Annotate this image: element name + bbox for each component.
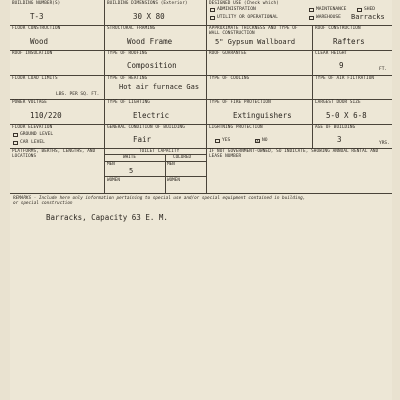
- structural-framing-cell: [104, 25, 206, 50]
- checkbox-icon: [309, 8, 314, 12]
- govt-owned-label: IF NOT GOVERNMENT-OWNED, SO INDICATE, SHOWING ANNUAL RENTAL AND LEASE NUMBER: [209, 149, 379, 159]
- designed-use-maintenance[interactable]: MAINTENANCE: [309, 7, 346, 12]
- lightning-protection-label: LIGHTNING PROTECTION: [209, 125, 263, 130]
- checkbox-icon: [13, 133, 18, 137]
- toilet-column-divider: [165, 154, 166, 193]
- age-unit: YRS.: [379, 141, 390, 146]
- type-of-roofing-label: TYPE OF ROOFING: [107, 51, 148, 56]
- form-row-6: [10, 124, 392, 149]
- general-condition-value: Fair: [133, 135, 152, 144]
- toilet-row-women: WOMEN: [107, 178, 120, 183]
- type-of-roofing-value: Composition: [127, 61, 177, 70]
- toilet-row-women-colored: WOMEN: [167, 178, 180, 183]
- designed-use-administration[interactable]: ADMINISTRATION: [210, 7, 256, 12]
- building-numbers-label: BUILDING NUMBER(S): [12, 1, 61, 6]
- building-numbers-value: T-3: [30, 12, 44, 21]
- fire-protection-cell: [206, 99, 312, 124]
- checkbox-icon: [357, 8, 362, 12]
- remarks-label: REMARKS - Include here only information pertaining to special use and/or special equipment contained in building, or special construction: [13, 196, 306, 206]
- fire-protection-value: Extinguishers: [233, 111, 292, 120]
- structural-framing-label: STRUCTURAL FRAMING: [107, 26, 156, 31]
- floor-load-cell: [10, 75, 104, 99]
- form-row-2: [10, 25, 392, 51]
- roof-construction-value: Rafters: [333, 37, 365, 46]
- toilet-divider: [105, 161, 207, 162]
- lightning-no[interactable]: x NO: [255, 138, 268, 143]
- toilet-col-colored: COLORED: [173, 155, 192, 160]
- clear-height-cell: [312, 50, 392, 75]
- heating-cell: [104, 75, 206, 99]
- general-condition-label: GENERAL CONDITION OF BUILDING: [107, 125, 185, 130]
- form-row-4: [10, 75, 392, 100]
- toilet-divider: [105, 154, 207, 155]
- fire-protection-label: TYPE OF FIRE PROTECTION: [209, 100, 271, 105]
- heating-label: TYPE OF HEATING: [107, 76, 148, 81]
- wall-thickness-label: APPROXIMATE THICKNESS AND TYPE OF WALL CONSTRUCTION: [209, 26, 298, 36]
- checkbox-icon: [210, 8, 215, 12]
- dimensions-cell: [104, 0, 206, 25]
- air-filtration-label: TYPE OF AIR FILTRATION: [315, 76, 375, 81]
- roof-construction-cell: [312, 25, 392, 50]
- toilet-capacity-label: TOILET CAPACITY: [139, 149, 180, 154]
- govt-owned-cell: [206, 148, 392, 193]
- clear-height-label: CLEAR HEIGHT: [315, 51, 348, 56]
- form-row-5: [10, 99, 392, 125]
- checkbox-icon: [13, 141, 18, 145]
- structural-framing-value: Wood Frame: [127, 37, 173, 46]
- platforms-label: PLATFORMS, BERTHS, LENGTHS, AND LOCATIONS: [12, 149, 96, 159]
- building-numbers-cell: [10, 0, 104, 25]
- toilet-col-white: WHITE: [123, 155, 136, 160]
- checkbox-checked-icon: [255, 139, 260, 143]
- power-voltage-label: POWER VOLTAGE: [12, 100, 47, 105]
- heating-value: Hot air furnace Gas: [119, 83, 200, 91]
- designed-use-other-value: Barracks: [351, 13, 385, 21]
- age-value: 3: [337, 135, 342, 144]
- toilet-row-men: MEN: [107, 162, 115, 167]
- floor-construction-label: FLOOR CONSTRUCTION: [12, 26, 61, 31]
- floor-construction-value: Wood: [30, 37, 49, 46]
- largest-door-label: LARGEST DOOR SIZE: [315, 100, 361, 105]
- lightning-protection-cell: [206, 124, 312, 148]
- roof-insulation-cell: [10, 50, 104, 75]
- age-label: AGE OF BUILDING: [315, 125, 356, 130]
- clear-height-value: 9: [339, 61, 344, 70]
- designed-use-warehouse[interactable]: WAREHOUSE: [309, 15, 341, 20]
- power-voltage-value: 110/220: [30, 111, 62, 120]
- roof-construction-label: ROOF CONSTRUCTION: [315, 26, 361, 31]
- lighting-value: Electric: [133, 111, 170, 120]
- designed-use-utility[interactable]: UTILITY OR OPERATIONAL: [210, 15, 278, 20]
- cooling-cell: [206, 75, 312, 99]
- power-voltage-cell: [10, 99, 104, 124]
- toilet-divider: [105, 176, 207, 177]
- floor-elevation-car[interactable]: CAR LEVEL: [13, 140, 45, 145]
- wall-thickness-value: 5" Gypsum Wallboard: [215, 38, 296, 46]
- floor-elevation-label: FLOOR ELEVATION: [12, 125, 53, 130]
- general-condition-cell: [104, 124, 206, 148]
- wall-thickness-cell: [206, 25, 312, 50]
- largest-door-cell: [312, 99, 392, 124]
- clear-height-unit: FT.: [379, 67, 388, 72]
- inventory-form-sheet: [10, 0, 392, 400]
- toilet-capacity-cell: [104, 148, 206, 193]
- cooling-label: TYPE OF COOLING: [209, 76, 250, 81]
- toilet-men-white-value: 5: [129, 167, 134, 175]
- floor-construction-cell: [10, 25, 104, 50]
- lighting-cell: [104, 99, 206, 124]
- age-cell: [312, 124, 392, 148]
- dimensions-label: BUILDING DIMENSIONS (Exterior): [107, 1, 188, 6]
- lighting-label: TYPE OF LIGHTING: [107, 100, 150, 105]
- roof-guarantee-label: ROOF GUARANTEE: [209, 51, 247, 56]
- form-row-1: [10, 0, 392, 26]
- remarks-value: Barracks, Capacity 63 E. M.: [46, 213, 168, 222]
- designed-use-shed[interactable]: SHED: [357, 7, 375, 12]
- checkbox-icon: [309, 16, 314, 20]
- dimensions-value: 30 X 80: [133, 12, 165, 21]
- platforms-cell: [10, 148, 104, 193]
- checkbox-icon: [210, 16, 215, 20]
- roof-insulation-label: ROOF INSULATION: [12, 51, 53, 56]
- type-of-roofing-cell: [104, 50, 206, 75]
- floor-elevation-cell: [10, 124, 104, 148]
- roof-guarantee-cell: [206, 50, 312, 75]
- floor-load-label: FLOOR LOAD LIMITS: [12, 76, 58, 81]
- designed-use-cell: [206, 0, 392, 25]
- form-row-7: [10, 148, 392, 194]
- checkbox-icon: [215, 139, 220, 143]
- floor-load-unit: LBS. PER SQ. FT.: [56, 92, 100, 97]
- designed-use-label: DESIGNED USE (Check which): [209, 1, 279, 6]
- toilet-row-men-colored: MEN: [167, 162, 175, 167]
- largest-door-value: 5-0 X 6-8: [326, 111, 367, 120]
- lightning-yes[interactable]: YES: [215, 138, 230, 143]
- floor-elevation-ground[interactable]: GROUND LEVEL: [13, 132, 53, 137]
- air-filtration-cell: [312, 75, 392, 99]
- form-row-3: [10, 50, 392, 76]
